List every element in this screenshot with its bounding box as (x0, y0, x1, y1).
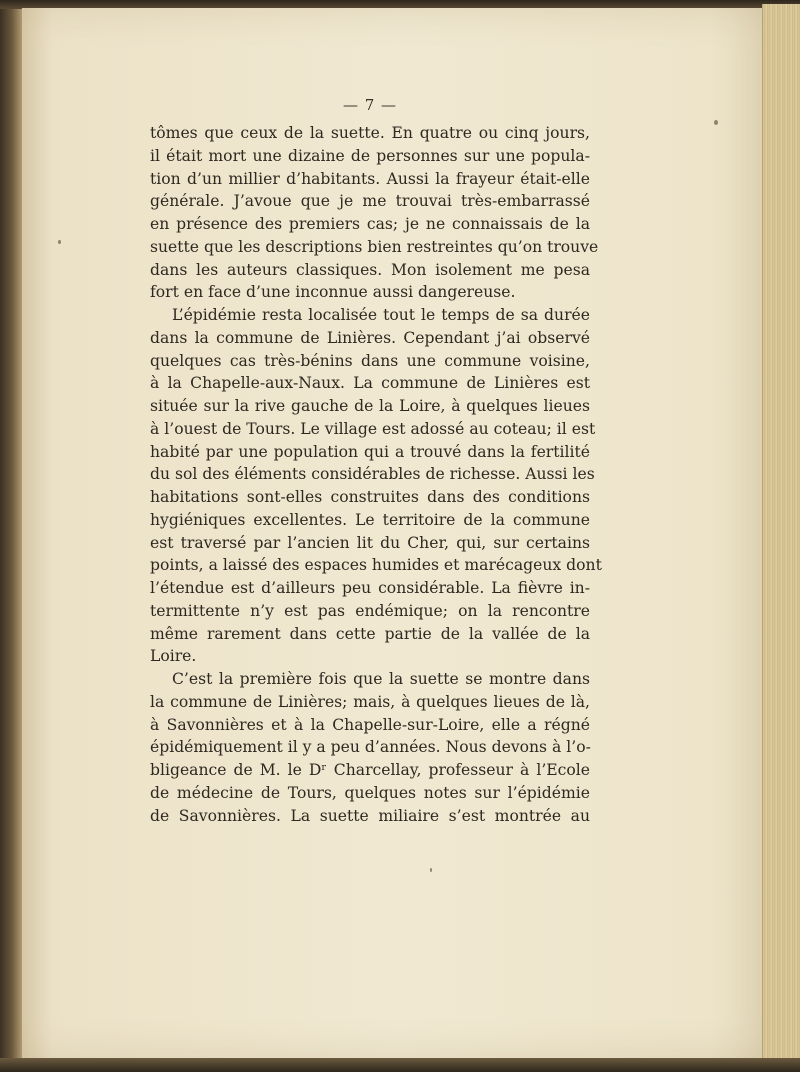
ink-speck (430, 868, 432, 872)
text-line: fort en face d’une inconnue aussi dangereuse. (150, 283, 516, 302)
text-line: en présence des premiers cas; je ne connaissais de la (150, 215, 590, 233)
text-line: dans les auteurs classiques. Mon isolement me pesa (150, 260, 590, 279)
text-line: termittente n’y est pas endémique; on la rencontre (150, 601, 590, 620)
text-line: l’étendue est d’ailleurs peu considérable. La fièvre in- (150, 579, 590, 597)
text-line: suette que les descriptions bien restreintes qu’on trouve (150, 237, 599, 256)
text-line: habitations sont-elles construites dans des conditions (150, 488, 590, 506)
ink-speck (58, 240, 61, 244)
text-line: épidémiquement il y a peu d’années. Nous devons à l’o- (150, 738, 591, 757)
text-line: située sur la rive gauche de la Loire, à quelques lieues (150, 397, 590, 415)
book-binding-edge (0, 0, 22, 1072)
text-line: Loire. (150, 647, 197, 666)
text-line: à l’ouest de Tours. Le village est adossé au coteau; il est (150, 419, 596, 438)
page-number: — 7 — (342, 96, 398, 114)
text-line: bligeance de M. le Dʳ Charcellay, professeur à l’Ecole (150, 761, 590, 779)
text-line: il était mort une dizaine de personnes sur une popula- (150, 146, 590, 165)
text-line: du sol des éléments considérables de richesse. Aussi les (150, 465, 595, 484)
text-line: à Savonnières et à la Chapelle-sur-Loire, elle a régné (150, 715, 590, 734)
text-line: même rarement dans cette partie de la vallée de la (150, 624, 590, 643)
page-stack-edge (762, 4, 800, 1066)
text-line: hygiéniques excellentes. Le territoire de la commune (150, 510, 590, 529)
text-line: de Savonnières. La suette miliaire s’est montrée au (150, 806, 590, 825)
text-line: de médecine de Tours, quelques notes sur l’épidémie (150, 783, 590, 802)
ink-speck (714, 120, 718, 125)
text-line: la commune de Linières; mais, à quelques lieues de là, (150, 692, 590, 711)
text-line: est traversé par l’ancien lit du Cher, qui, sur certains (150, 533, 590, 552)
text-line: habité par une population qui a trouvé dans la fertilité (150, 442, 590, 461)
text-line: quelques cas très-bénins dans une commune voisine, (150, 351, 590, 370)
text-line: à la Chapelle-aux-Naux. La commune de Linières est (150, 374, 590, 393)
text-line: tion d’un millier d’habitants. Aussi la frayeur était-elle (150, 169, 590, 188)
text-line: points, a laissé des espaces humides et marécageux dont (150, 556, 602, 575)
text-line: tômes que ceux de la suette. En quatre ou cinq jours, (150, 124, 590, 142)
text-line: générale. J’avoue que je me trouvai très-embarrassé (150, 192, 590, 211)
body-text (150, 122, 602, 827)
text-line: L’épidémie resta localisée tout le temps de sa durée (172, 306, 590, 324)
text-line: C’est la première fois que la suette se montre dans (172, 670, 590, 688)
text-line: dans la commune de Linières. Cependant j’ai observé (150, 328, 590, 347)
bottom-scan-border (0, 1058, 800, 1072)
